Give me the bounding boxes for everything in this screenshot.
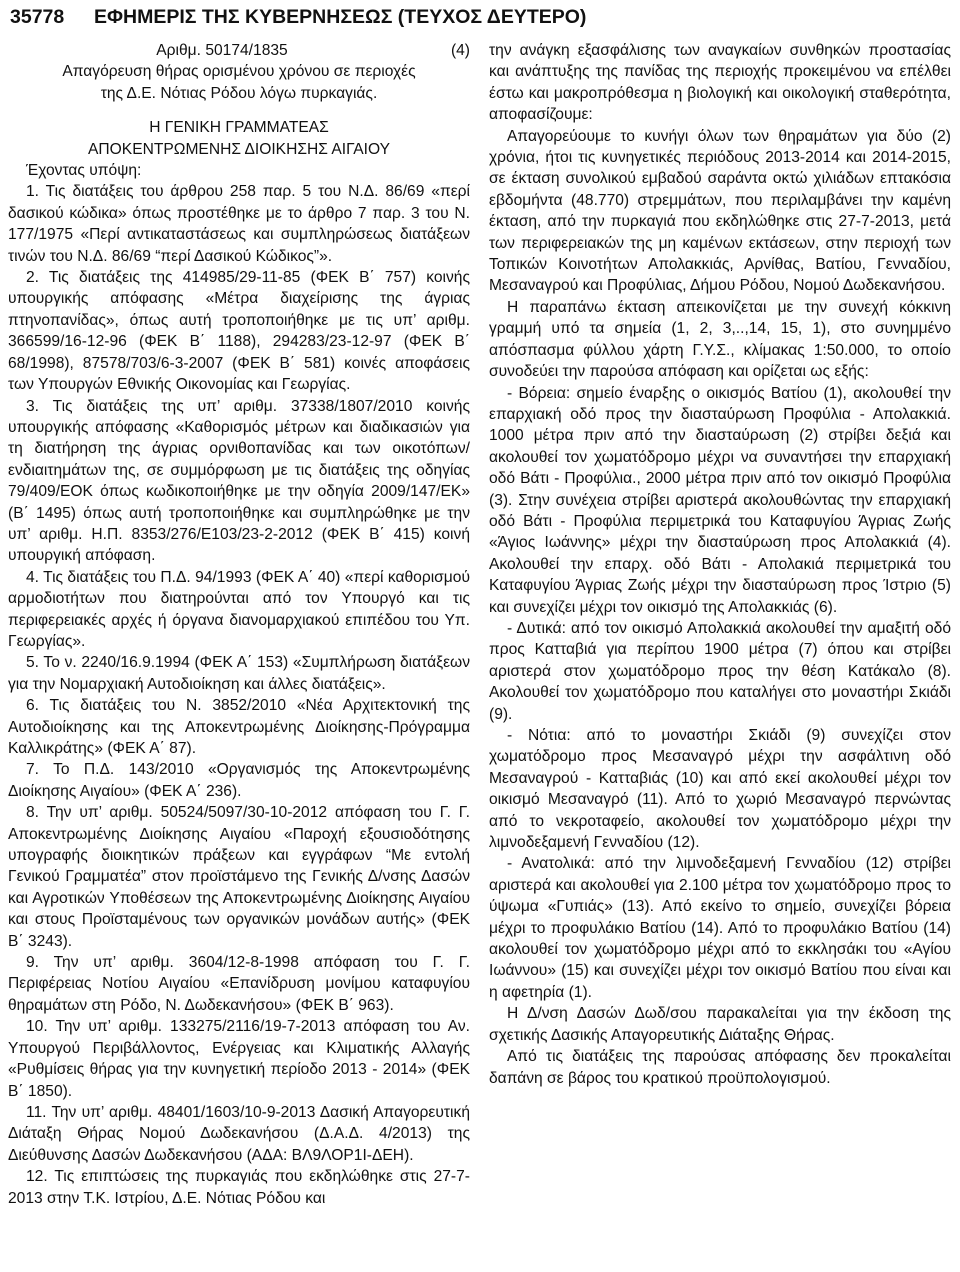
page-number: 35778 bbox=[10, 6, 65, 28]
decision-title-line: Απαγόρευση θήρας ορισμένου χρόνου σε περιοχές bbox=[62, 63, 416, 81]
considering-item: 5. Το ν. 2240/16.9.1994 (ΦΕΚ Α΄ 153) «Συμπλήρωση διατάξεων για την Νομαρχιακή Αυτοδιοίκηση και άλλες διατάξεις». bbox=[8, 654, 470, 693]
considering-item: 9. Την υπ’ αριθμ. 3604/12-8-1998 απόφαση του Γ. Γ. Περιφέρειας Νοτίου Αιγαίου «Επανίδρυση μονίμου καταφυγίου θηραμάτων στη Ρόδο, Ν. Δωδεκανήσου» (ΦΕΚ Β΄ 963). bbox=[8, 954, 470, 1014]
authority-title: ΑΠΟΚΕΝΤΡΩΜΕΝΗΣ ΔΙΟΙΚΗΣΗΣ ΑΙΓΑΙΟΥ bbox=[88, 140, 390, 158]
considering-item: 12. Τις επιπτώσεις της πυρκαγιάς που εκδηλώθηκε στις 27-7-2013 στην Τ.Κ. Ιστρίου, Δ.Ε. Νότιας Ρόδου και bbox=[8, 1168, 470, 1207]
considering-item: 8. Την υπ’ αριθμ. 50524/5097/30-10-2012 απόφαση του Γ. Γ. Αποκεντρωμένης Διοίκησης Αιγαίου «Παροχή εξουσιοδότησης υπογραφής διοικητικών πράξεων και εγγράφων “Με εντολή Γενικού Γραμματέα” στον προϊστάμενο της Γενικής Δ/νσης Δασών και Αγροτικών Υποθέσεων της Αποκεντρωμένης Διοίκησης Αιγαίου και στους Προϊσταμένους των οργανικών μονάδων αυτής» (ΦΕΚ Β΄ 3243). bbox=[8, 804, 470, 950]
decision-number-label: (4) bbox=[450, 42, 470, 59]
considering-item: 4. Τις διατάξεις του Π.Δ. 94/1993 (ΦΕΚ Α΄ 40) «περί καθορισμού αρμοδιοτήτων που διατηρούνται από τον Υπουργό και τις περιφερειακές αρχές ή όργανα διανομαρχιακού επιπέδου του Υπ. Γεωργίας». bbox=[8, 568, 470, 650]
considering-item: 7. Το Π.Δ. 143/2010 «Οργανισμός της Αποκεντρωμένης Διοίκησης Αιγαίου» (ΦΕΚ Α΄ 236). bbox=[8, 761, 470, 800]
boundary-north: - Βόρεια: σημείο έναρξης ο οικισμός Βατίου (1), ακολουθεί την επαρχιακή οδό προς την διασταύρωση Προφύλια - Απολακκιά. 1000 μέτρα πριν από την διασταύρωση (2) στρίβει δεξιά και ακολουθεί τον χωματόδρομο μέχρι να συναντήσει την επαρχιακή οδό Βάτι - Προφύλια., 2000 μέτρα πριν από τον οικισμό Προφύλια (3). Στην συνέχεια στρίβει αριστερά ακολουθώντας την επαρχιακή οδό Βάτι - Προφύλια περιμετρικά του Καταφυγίου Άγριας Ζωής «Άγιος Ιωάννης» μέχρι την διασταύρωση προς Απολακκιά (4). Ακολουθεί την επαρχ. οδό Βάτι - Απολακιά περιμετρικά του Καταφυγίου Άγριας Ζωής μέχρι την διασταύρωση προς Ίστριο (5) και συνεχίζει μέχρι τον οικισμό της Απολακκιάς (6). bbox=[489, 384, 951, 616]
authority-title: Η ΓΕΝΙΚΗ ΓΡΑΜΜΑΤΕΑΣ bbox=[149, 119, 329, 137]
considering-item: 3. Τις διατάξεις της υπ’ αριθμ. 37338/1807/2010 κοινής υπουργικής απόφασης «Καθορισμός μέτρων και διαδικασιών για τη διατήρηση της άγριας ορνιθοπανίδας και των οικοτόπων/ενδιαιτημάτων της, σε συμμόρφωση με τις διατάξεις της οδηγίας 79/409/ΕΟΚ όπως κωδικοποιήθηκε με την οδηγία 2009/147/ΕΚ» (Β΄ 1495) όπως αυτή τροποποιήθηκε και συμπληρώθηκε με την υπ’ αριθμ. Η.Π. 8353/276/Ε103/23-2-2012 (ΦΕΚ Β΄ 415) κοινή υπουργική απόφαση. bbox=[8, 397, 470, 565]
decision-reference: Αριθμ. 50174/1835 bbox=[156, 42, 288, 59]
decision-title-block bbox=[8, 40, 470, 61]
considering-item: 11. Την υπ’ αριθμ. 48401/1603/10-9-2013 Δασική Απαγορευτική Διάταξη Θήρας Νομού Δωδεκανήσου (Δ.Α.Δ. 4/2013) της Διεύθυνσης Δασών Δωδεκανήσου (ΑΔΑ: ΒΛ9ΛΟΡ1Ι-ΔΕΗ). bbox=[8, 1103, 470, 1164]
considering-item: 1. Τις διατάξεις του άρθρου 258 παρ. 5 του Ν.Δ. 86/69 «περί δασικού κώδικα» όπως προστέθηκε με το άρθρο 7 παρ. 3 του Ν. 177/1975 «Περί αντικαταστάσεως και συμπληρώσεως διατάξεων τινών του Ν.Δ. 86/69 “περί Δασικού Κώδικος”». bbox=[8, 183, 470, 265]
right-column bbox=[489, 40, 951, 1089]
page-header bbox=[10, 4, 954, 30]
considering-item: 6. Τις διατάξεις του Ν. 3852/2010 «Νέα Αρχιτεκτονική της Αυτοδιοίκησης και της Αποκεντρωμένης Διοίκησης-Πρόγραμμα Καλλικράτης» (ΦΕΚ Α΄ 87). bbox=[8, 697, 470, 757]
left-column bbox=[8, 40, 470, 1209]
decision-paragraph: Από τις διατάξεις της παρούσας απόφασης δεν προκαλείται δαπάνη σε βάρος του κρατικού προϋπολογισμού. bbox=[489, 1048, 951, 1087]
continued-paragraph: την ανάγκη εξασφάλισης των αναγκαίων συνθηκών προστασίας και ανάπτυξης της πανίδας της περιοχής προκειμένου να επέλθει έστω και μακροπρόθεσμα η βιολογική και οικολογική σταθερότητα, αποφασίζουμε: bbox=[489, 42, 951, 124]
decision-paragraph: Η Δ/νση Δασών Δωδ/σου παρακαλείται για την έκδοση της σχετικής Δασικής Απαγορευτικής Διάταξης Θήρας. bbox=[489, 1005, 951, 1044]
decision-title-line: της Δ.Ε. Νότιας Ρόδου λόγω πυρκαγιάς. bbox=[100, 84, 378, 102]
considering-heading: Έχοντας υπόψη: bbox=[26, 162, 142, 180]
boundary-south: - Νότια: από το μοναστήρι Σκιάδι (9) συνεχίζει στον χωματόδρομο προς Μεσαναγρό μέχρι την ασφάλτινη οδό Μεσαναγρού - Κατταβιάς (10) και από εκεί ακολουθεί μέχρι τον οικισμό Μεσαναγρό (11). Από το χωριό Μεσαναγρό περνώντας από το νεκροταφείο, ακολουθεί τον χωματόδρομο μέχρι την λιμνοδεξαμενή Γενναδίου (12). bbox=[489, 727, 951, 852]
considering-item: 2. Τις διατάξεις της 414985/29-11-85 (ΦΕΚ Β΄ 757) κοινής υπουργικής απόφασης «Μέτρα διαχείρισης της άγριας πτηνοπανίδας», όπως αυτή τροποποιήθηκε με τις υπ’ αριθμ. 366599/16-12-96 (ΦΕΚ Β΄ 1188), 294283/23-12-97 (ΦΕΚ Β΄ 68/1998), 87578/703/6-3-2007 (ΦΕΚ Β΄ 581) κοινές αποφάσεις των Υπουργών Εθνικής Οικονομίας και Γεωργίας. bbox=[8, 269, 470, 394]
boundary-west: - Δυτικά: από τον οικισμό Απολακκιά ακολουθεί την αμαξιτή οδό προς Κατταβιά για περίπου 1900 μέτρα (7) όπου και στρίβει αριστερά στον χωματόδρομο προς την θέση Κατάκαλο (8). Ακολουθεί τον χωματόδρομο που καταλήγει στο μοναστήρι Σκιάδι (9). bbox=[489, 619, 951, 723]
boundary-east: - Ανατολικά: από την λιμνοδεξαμενή Γενναδίου (12) στρίβει αριστερά και ακολουθεί για 2.100 μέτρα τον χωματόδρομο προς το ύψωμα «Γυπιάς» (13). Από εκείνο το σημείο, συνεχίζει βόρεια μέχρι το προφυλάκιο Βατίου (14). Από το προφυλάκιο Βατίου (14) ακολουθεί τον χωματόδρομο μέχρι από το εκκλησάκι του «Αγίου Ιωάννου» (15) και συνεχίζει μέχρι τον οικισμό Βατίου που είναι και η αφετηρία (1). bbox=[489, 855, 951, 1001]
decision-paragraph: Απαγορεύουμε το κυνήγι όλων των θηραμάτων για δύο (2) χρόνια, ήτοι τις κυνηγετικές περιόδους 2013-2014 και 2014-2015, σε έκταση συνολικού εμβαδού σαράντα οκτώ χιλιάδων επτακόσια εβδομήντα (48.770) στρεμμάτων, που περιλαμβάνει την καμένη έκταση, από την πυρκαγιά που εκδηλώθηκε στις 27-7-2013, μετά των περιφερειακών της μη καμένων εκτάσεων, στην περιοχή των Τοπικών Κοινοτήτων Απολακκιάς, Αρνίθας, Βατίου, Γενναδίου, Μεσαναγρού και Προφύλιας, Δήμου Ρόδου, Νομού Δωδεκανήσου. bbox=[489, 127, 951, 295]
decision-paragraph: Η παραπάνω έκταση απεικονίζεται με την συνεχή κόκκινη γραμμή υπό τα σημεία (1, 2, 3,..,14, 15, 1), στο συνημμένο απόσπασμα φύλλου χάρτη Γ.Υ.Σ., κλίμακας 1:50.000, το οποίο συνοδεύει την παρούσα απόφαση και ορίζεται ως εξής: bbox=[489, 298, 951, 381]
journal-title: ΕΦΗΜΕΡΙΣ ΤΗΣ ΚΥΒΕΡΝΗΣΕΩΣ (ΤΕΥΧΟΣ ΔΕΥΤΕΡΟ) bbox=[94, 6, 587, 28]
considering-item: 10. Την υπ’ αριθμ. 133275/2116/19-7-2013 απόφαση του Αν. Υπουργού Περιβάλλοντος, Ενέργειας και Κλιματικής Αλλαγής «Ρυθμίσεις θήρας για την κυνηγετική περίοδο 2013 - 2014» (ΦΕΚ Β΄ 1850). bbox=[8, 1018, 470, 1100]
